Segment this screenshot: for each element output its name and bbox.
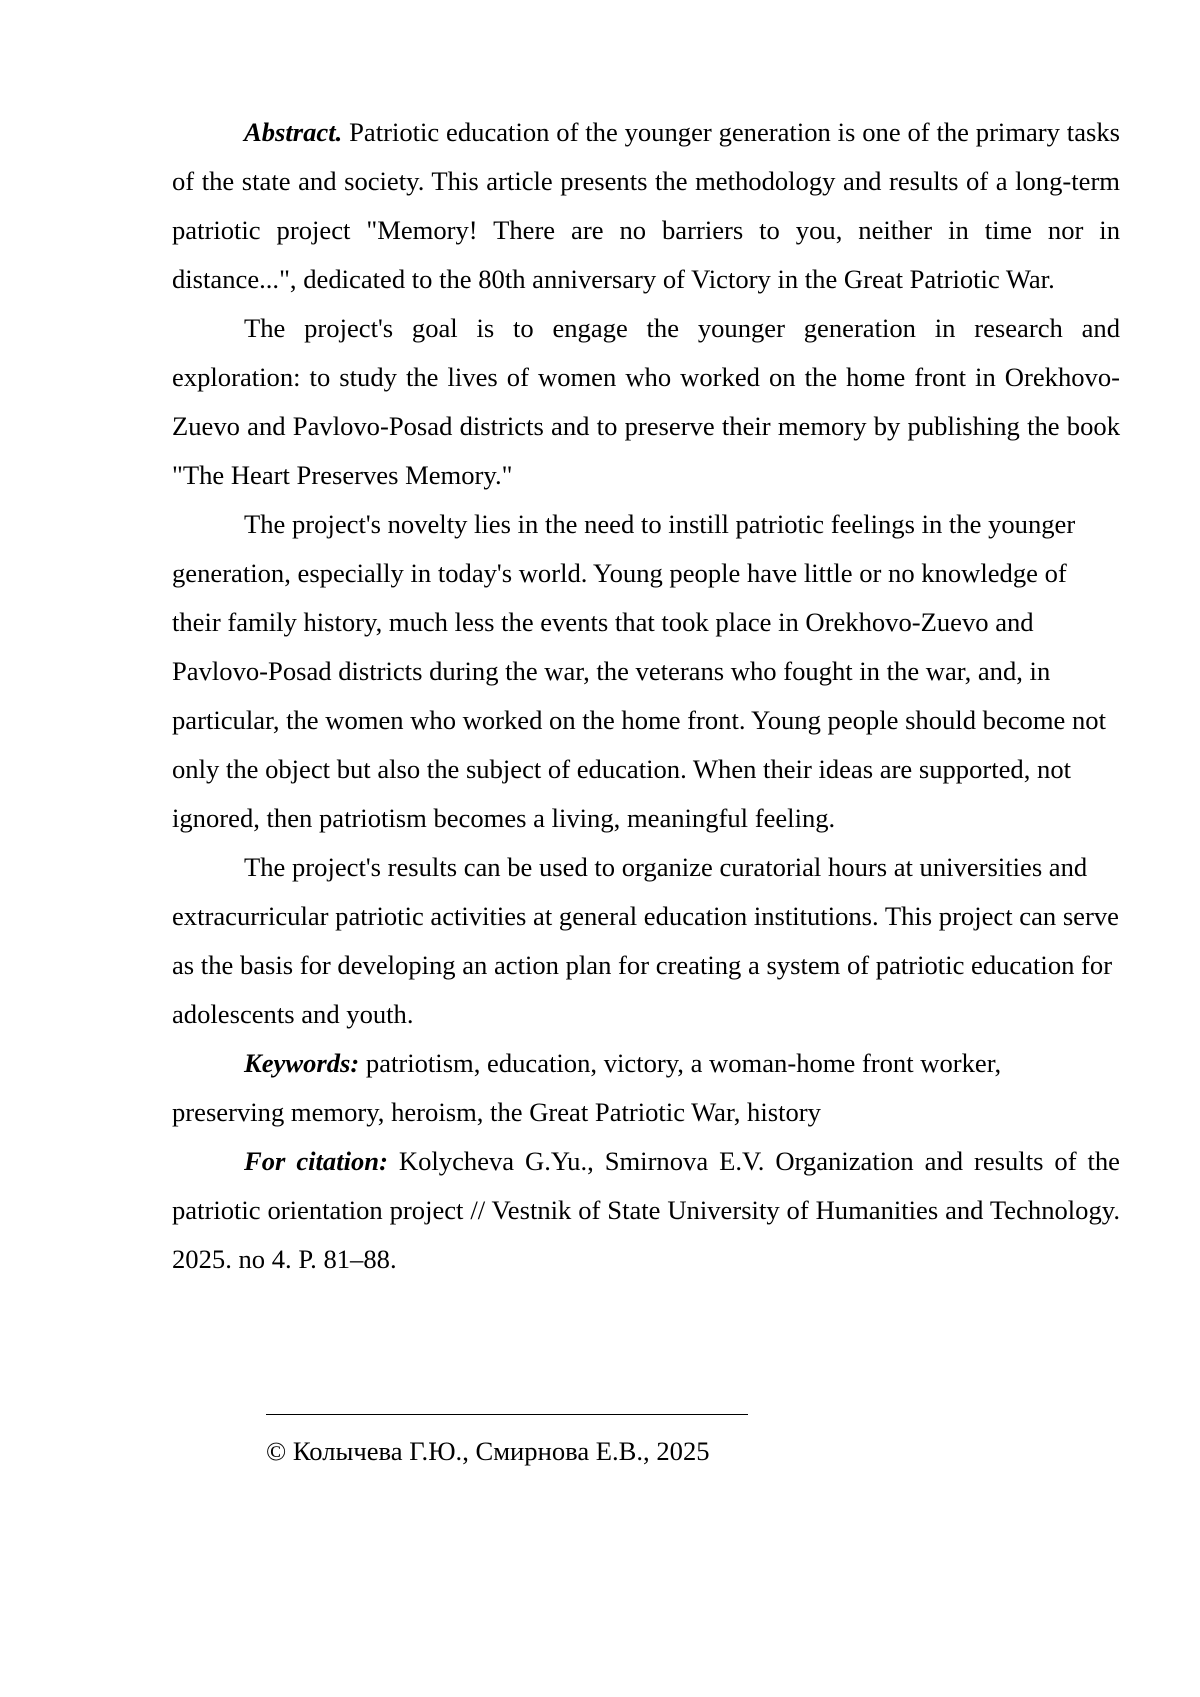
citation-paragraph	[172, 1137, 1120, 1284]
footnote-divider	[266, 1414, 748, 1415]
citation-label: For citation:	[244, 1146, 388, 1176]
keywords-text: patriotism, education, victory, a woman-home front worker, preserving memory, heroism, the Great Patriotic War, history	[172, 1048, 1002, 1127]
goal-paragraph: The project's goal is to engage the younger generation in research and exploration: to study the lives of women who worked on the home front in Orekhovo-Zuevo and Pavlovo-Posad districts and to preserve their memory by publishing the book "The Heart Preserves Memory."	[172, 313, 1120, 490]
citation-text: Kolycheva G.Yu., Smirnova E.V. Organization and results of the patriotic orientation project // Vestnik of State University of Humanities and Technology. 2025. no 4. P. 81–88.	[172, 1146, 1120, 1274]
results-paragraph: The project's results can be used to organize curatorial hours at universities and extracurricular patriotic activities at general education institutions. This project can serve as the basis for developing an action plan for creating a system of patriotic education for adolescents and youth.	[172, 852, 1119, 1029]
abstract-paragraph	[172, 108, 1120, 304]
novelty-paragraph: The project's novelty lies in the need to instill patriotic feelings in the younger generation, especially in today's world. Young people have little or no knowledge of their family history, much less the events that took place in Orekhovo-Zuevo and Pavlovo-Posad districts during the war, the veterans who fought in the war, and, in particular, the women who worked on the home front. Young people should become not only the object but also the subject of education. When their ideas are supported, not ignored, then patriotism becomes a living, meaningful feeling.	[172, 509, 1106, 833]
copyright-footnote: © Колычева Г.Ю., Смирнова Е.В., 2025	[266, 1436, 710, 1466]
abstract-label: Abstract.	[244, 117, 343, 147]
keywords-paragraph	[172, 1039, 1120, 1137]
abstract-text: Patriotic education of the younger generation is one of the primary tasks of the state and society. This article presents the methodology and results of a long-term patriotic project "Memory! There are no barriers to you, neither in time nor in distance...", dedicated to the 80th anniversary of Victory in the Great Patriotic War.	[172, 117, 1120, 294]
keywords-label: Keywords:	[244, 1048, 360, 1078]
article-page	[172, 108, 1120, 1284]
